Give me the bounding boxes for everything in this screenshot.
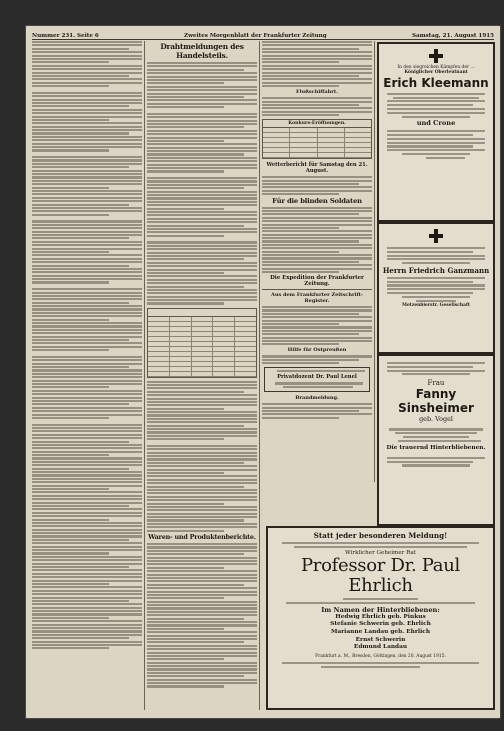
column-2-title: Drahtmeldungen des Handelsteils. [160, 42, 244, 60]
kleemann-rank: Königlicher Oberleutnant [404, 70, 468, 76]
iron-cross-icon [429, 229, 443, 243]
ganzmann-notice [377, 222, 495, 354]
kleemann-text-lower [379, 127, 493, 159]
kleemann-notice [377, 42, 495, 222]
market-table [147, 308, 257, 378]
ganzmann-text [379, 245, 493, 264]
wetter-text [262, 176, 372, 195]
lenel-text [267, 382, 367, 387]
column-2 [147, 41, 257, 710]
column-3-text [262, 41, 372, 87]
ehrlich-notice [266, 526, 495, 710]
ganzmann-text-lower [379, 275, 493, 302]
sinsheimer-notice [377, 354, 495, 526]
column-rule [144, 41, 145, 710]
kleemann-name: Erich Kleemann [383, 75, 489, 90]
konkurs-table [262, 119, 372, 159]
lenel-text-top [267, 370, 367, 372]
fluss-title: Flußschiffahrt. [296, 89, 338, 96]
wetter-title: Wetterbericht für Samstag den 21. August. [266, 162, 368, 175]
ganzmann-company: Metzenbierstr. Gesellschaft [402, 303, 470, 309]
sinsheimer-name: Fanny Sinsheimer [398, 387, 474, 416]
lenel-title: Privatdozent Dr. Paul Lenel [277, 374, 357, 381]
kleemann-suffix: und Crone [416, 119, 456, 128]
hilfe-title: Hilfe für Ostpreußen [287, 347, 347, 354]
ehrlich-title-line: Wirklicher Geheimer Rat [344, 549, 417, 556]
blinde-list [262, 207, 372, 274]
page-header [32, 30, 494, 40]
brandmeldung-title: Brandmeldung. [295, 395, 339, 402]
ehrlich-family-list [268, 614, 493, 652]
column-3 [262, 41, 372, 482]
ehrlich-headline: Statt jeder besonderen Meldung! [313, 531, 448, 540]
column-2-text-lower [147, 381, 257, 532]
ganzmann-name: Herrn Friedrich Ganzmann [382, 265, 490, 275]
sinsheimer-text [379, 356, 493, 375]
sinsheimer-frau: Frau [427, 379, 445, 388]
column-2-text-bottom [147, 543, 257, 688]
column-rule [374, 41, 375, 482]
header-center: Zweites Morgenblatt der Frankfurter Zeitung [184, 33, 327, 39]
konkurs-title: Konkurs-Eröffnungen. [263, 120, 371, 128]
blinde-title: Für die blinden Soldaten [272, 196, 362, 205]
zeitschrift-text [262, 306, 372, 345]
column-2-text [147, 62, 257, 305]
iron-cross-icon [429, 49, 443, 63]
column-rule [259, 41, 260, 710]
column-1-text [32, 41, 142, 649]
hilfe-text [262, 355, 372, 364]
kleemann-text [379, 90, 493, 118]
sinsheimer-footer: Die trauernd Hinterbliebenen. [386, 444, 486, 451]
ehrlich-family-member: Edmund Landau [353, 644, 408, 651]
column-1 [32, 41, 142, 710]
ehrlich-family-member: Marianne Landau geb. Ehrlich [330, 628, 431, 635]
ehrlich-place-date: Frankfurt a. M., Bresden, Göttingen, den 20. August 1915. [315, 653, 446, 659]
sinsheimer-text-bottom [379, 451, 493, 467]
newspaper-page [26, 26, 500, 718]
brandmeldung-text [262, 403, 372, 419]
ehrlich-family-member: Stefanie Schwerin geb. Ehrlich [330, 621, 431, 628]
ehrlich-text-lower [268, 596, 493, 604]
zeitschrift-title: Aus dem Frankfurter Zeitschrift-Register. [262, 289, 372, 304]
kleemann-intro: In den siegreichen Kämpfen der ... [397, 65, 475, 70]
ehrlich-family-member: Hedwig Ehrlich geb. Pinkus [335, 613, 426, 620]
header-left: Nummer 231. Seite 6 [32, 33, 99, 39]
sinsheimer-text-lower [379, 423, 493, 441]
market-table-caption [148, 309, 256, 317]
ehrlich-family-member: Ernst Schwerin [355, 636, 406, 643]
lenel-notice [264, 367, 370, 392]
fluss-text [262, 97, 372, 116]
sinsheimer-geb: geb. Vogel [419, 415, 453, 424]
ehrlich-text [268, 540, 493, 548]
ehrlich-hinterbliebenen: Im Namen der Hinterbliebenen: [321, 605, 440, 614]
market-title: Waren- und Produktenberichte. [148, 533, 256, 542]
ehrlich-text-bottom [268, 659, 493, 668]
ehrlich-name: Professor Dr. Paul Ehrlich [301, 554, 460, 596]
expedition-title: Die Expedition der Frankfurter Zeitung. [270, 275, 364, 288]
header-right: Samstag, 21. August 1915 [411, 33, 494, 39]
